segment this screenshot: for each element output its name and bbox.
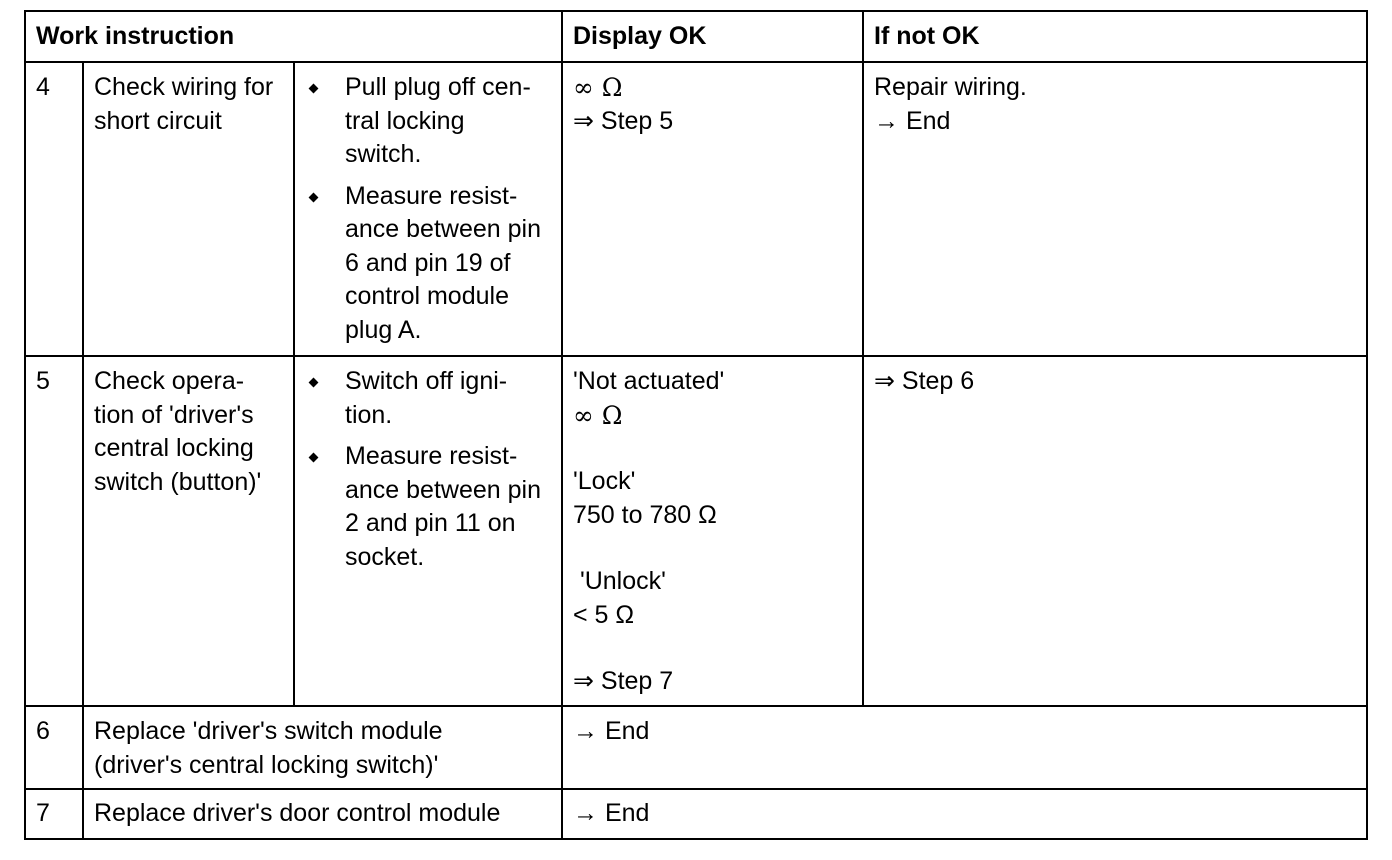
task-line: Check wiring for [94,73,274,101]
instruction-line: ance between pin [345,475,541,504]
instruction-line: socket. [345,542,425,571]
instruction-item [305,440,551,574]
bullet-diamond-icon [309,192,319,202]
instruction-line: switch. [345,140,422,168]
step-number: 4 [25,62,83,356]
display-line: 750 to 780 Ω [573,500,717,529]
task-description [83,706,562,789]
task-line: switch (button)' [94,467,262,496]
instruction-line: Measure resist- [345,442,518,470]
instruction-line: control module [345,282,509,310]
instruction-line: plug A. [345,315,422,344]
instruction-line: tion. [345,400,393,429]
display-line: < 5 Ω [573,600,635,629]
task-line: Replace 'driver's switch module [94,717,443,745]
fallback-line: → End [874,106,951,135]
table-row-step-5 [25,356,1367,706]
task-description [83,789,562,839]
task-line: Replace driver's door control module [94,799,501,827]
display-line: 'Not actuated' [573,367,725,395]
display-line: ⇒ Step 5 [573,106,674,135]
if-not-ok-cell [863,356,1367,706]
instruction-line: ance between pin [345,215,541,243]
table-row-step-4 [25,62,1367,356]
instruction-item [305,71,551,172]
step-number: 6 [25,706,83,789]
display-line: ∞ Ω [573,73,623,102]
bullet-diamond-icon [309,453,319,463]
display-spacer [573,532,852,565]
display-line: 'Unlock' [573,567,666,595]
header-display-ok: Display OK [562,11,863,62]
task-line: central locking [94,434,254,462]
step-number: 7 [25,789,83,839]
instruction-cell [294,356,562,706]
task-description [83,62,294,356]
instruction-item [305,365,551,432]
instruction-cell [294,62,562,356]
instruction-line: 6 and pin 19 of [345,248,511,277]
display-ok-cell [562,62,863,356]
instruction-line: Pull plug off cen- [345,73,531,101]
display-line: 'Lock' [573,467,636,495]
if-not-ok-cell [863,62,1367,356]
display-line: → End [573,717,650,745]
instruction-item [305,180,551,348]
display-line: ⇒ Step 7 [573,667,674,695]
display-line: ∞ Ω [573,400,623,430]
bullet-diamond-icon [309,378,319,388]
display-ok-cell [562,789,1367,839]
instruction-line: tral locking [345,106,465,135]
instruction-list [305,71,551,347]
task-line: Check opera- [94,367,245,395]
fallback-line: Repair wiring. [874,73,1027,101]
display-spacer [573,432,852,465]
instruction-line: 2 and pin 11 on [345,509,516,537]
instruction-line: Switch off igni- [345,367,508,395]
table-row-step-6 [25,706,1367,789]
table-row-step-7 [25,789,1367,839]
task-line: short circuit [94,106,222,135]
task-description [83,356,294,706]
table-header-row [25,11,1367,62]
task-line: tion of 'driver's [94,400,254,429]
header-if-not-ok: If not OK [863,11,1367,62]
step-number: 5 [25,356,83,706]
instruction-line: Measure resist- [345,181,518,210]
instruction-list [305,365,551,574]
header-work-instruction: Work instruction [25,11,562,62]
fallback-line: ⇒ Step 6 [874,367,975,395]
work-instruction-table [24,10,1368,840]
bullet-diamond-icon [309,84,319,94]
display-spacer [573,632,852,665]
display-ok-cell [562,706,1367,789]
display-line: → End [573,799,650,827]
task-line: (driver's central locking switch)' [94,750,439,779]
display-ok-cell [562,356,863,706]
